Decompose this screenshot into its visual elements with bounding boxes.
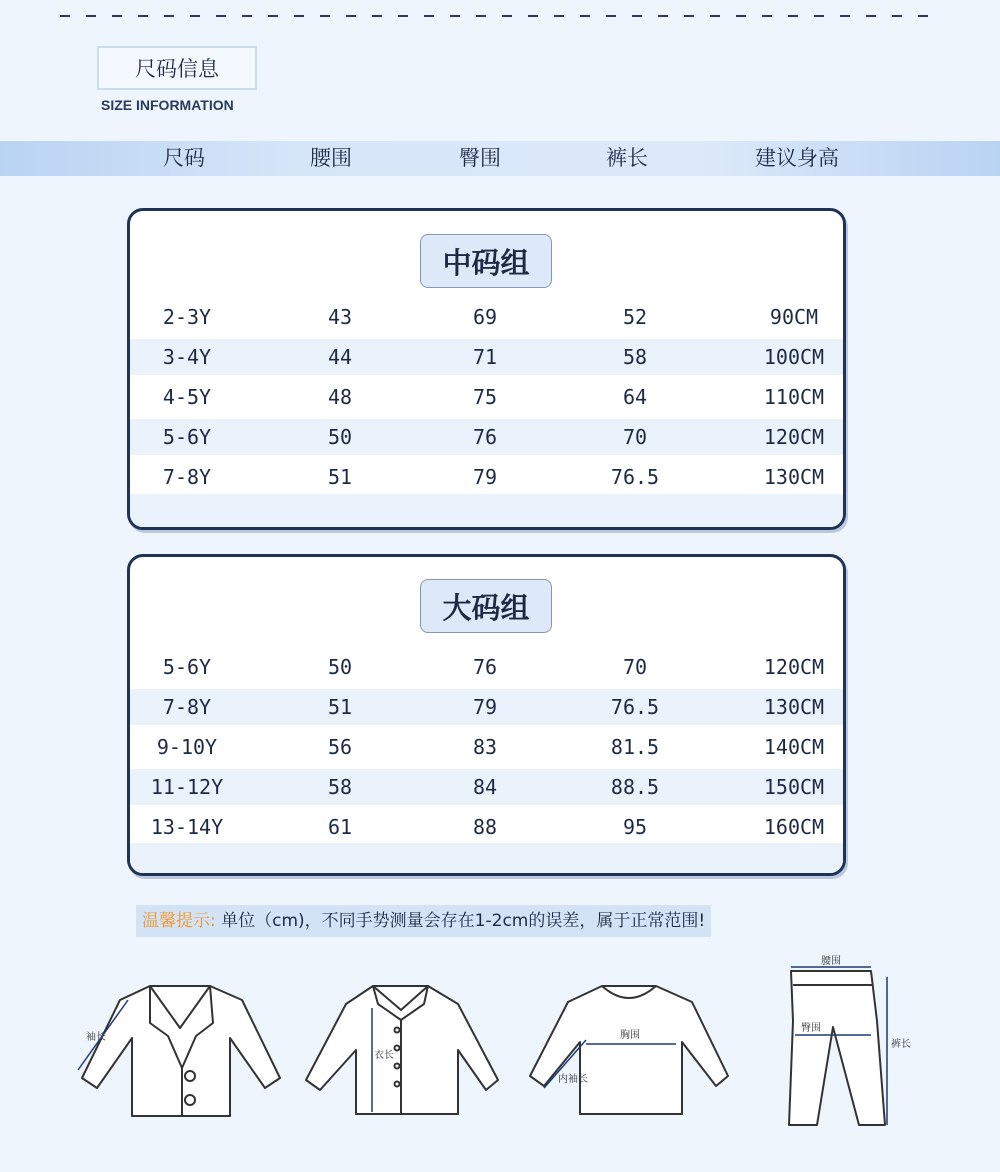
section-title-en: SIZE INFORMATION (101, 97, 234, 113)
cell-waist: 44 (327, 345, 353, 369)
panel-footer-strip (130, 843, 843, 876)
cell-pants-length: 52 (622, 305, 648, 329)
cell-hip: 76 (472, 425, 498, 449)
column-header-waist: 腰围 (310, 146, 352, 170)
section-title-cn: 尺码信息 (135, 57, 219, 81)
cell-hip: 79 (472, 465, 498, 489)
section-title (97, 46, 257, 90)
shirt-length-label: 衣长 (374, 1050, 394, 1061)
cell-height: 130CM (763, 465, 825, 489)
cell-hip: 75 (472, 385, 498, 409)
table-row (130, 459, 843, 495)
cell-waist: 51 (327, 695, 353, 719)
panel-footer-strip (130, 494, 843, 530)
cell-waist: 50 (327, 425, 353, 449)
cell-pants-length: 70 (622, 655, 648, 679)
cell-height: 100CM (763, 345, 825, 369)
cell-waist: 50 (327, 655, 353, 679)
size-panel-large (127, 554, 846, 876)
table-row (130, 649, 843, 685)
group-tag-large (420, 579, 552, 633)
cell-pants-length: 95 (622, 815, 648, 839)
cell-hip: 88 (472, 815, 498, 839)
cell-height: 110CM (763, 385, 825, 409)
cell-size: 5-6Y (162, 655, 212, 679)
column-header-size: 尺码 (163, 146, 205, 170)
cell-height: 120CM (763, 425, 825, 449)
cell-hip: 71 (472, 345, 498, 369)
tip-label: 温馨提示: (142, 911, 216, 931)
cell-waist: 43 (327, 305, 353, 329)
cell-hip: 69 (472, 305, 498, 329)
jacket-diagram (70, 978, 290, 1123)
column-header-pants-length: 裤长 (606, 146, 648, 170)
shirt-diagram (298, 980, 508, 1120)
cell-height: 150CM (763, 775, 825, 799)
size-panel-medium (127, 208, 846, 530)
cell-pants-length: 64 (622, 385, 648, 409)
sweater-diagram (524, 980, 734, 1120)
cell-waist: 51 (327, 465, 353, 489)
table-row (130, 299, 843, 335)
sweater-chest-label: 胸围 (620, 1030, 640, 1041)
cell-height: 120CM (763, 655, 825, 679)
column-header-suggested-height: 建议身高 (755, 146, 839, 170)
group-tag-medium (420, 234, 552, 288)
column-header-band (0, 141, 1000, 176)
table-row (130, 419, 843, 455)
cell-height: 160CM (763, 815, 825, 839)
cell-hip: 84 (472, 775, 498, 799)
cell-hip: 83 (472, 735, 498, 759)
cell-size: 4-5Y (162, 385, 212, 409)
cell-hip: 76 (472, 655, 498, 679)
cell-height: 140CM (763, 735, 825, 759)
cell-waist: 58 (327, 775, 353, 799)
pants-waist-label: 腰围 (821, 956, 841, 967)
cell-size: 7-8Y (162, 465, 212, 489)
group-name-medium: 中码组 (442, 245, 530, 280)
cell-pants-length: 76.5 (610, 695, 660, 719)
table-row (130, 809, 843, 845)
cell-size: 7-8Y (162, 695, 212, 719)
top-dashed-divider (60, 15, 940, 17)
cell-pants-length: 81.5 (610, 735, 660, 759)
table-row (130, 729, 843, 765)
column-header-hip: 臀围 (459, 146, 501, 170)
cell-height: 130CM (763, 695, 825, 719)
cell-pants-length: 70 (622, 425, 648, 449)
cell-waist: 61 (327, 815, 353, 839)
tip-text: 单位（cm)，不同手势测量会存在1-2cm的误差，属于正常范围! (221, 911, 706, 931)
pants-length-label: 裤长 (891, 1039, 911, 1050)
measurement-tip (136, 905, 711, 937)
cell-size: 5-6Y (162, 425, 212, 449)
sweater-inner-sleeve-label: 内袖长 (558, 1074, 588, 1085)
cell-size: 11-12Y (150, 775, 224, 799)
cell-pants-length: 76.5 (610, 465, 660, 489)
cell-height: 90CM (769, 305, 819, 329)
cell-pants-length: 58 (622, 345, 648, 369)
cell-size: 2-3Y (162, 305, 212, 329)
table-row (130, 689, 843, 725)
pants-hip-label: 臀围 (801, 1023, 821, 1034)
table-row (130, 339, 843, 375)
cell-pants-length: 88.5 (610, 775, 660, 799)
cell-hip: 79 (472, 695, 498, 719)
table-row (130, 769, 843, 805)
jacket-sleeve-label: 袖长 (86, 1032, 106, 1043)
pants-diagram (783, 955, 923, 1135)
table-row (130, 379, 843, 415)
cell-size: 3-4Y (162, 345, 212, 369)
group-name-large: 大码组 (442, 590, 530, 625)
cell-waist: 56 (327, 735, 353, 759)
cell-size: 13-14Y (150, 815, 224, 839)
cell-waist: 48 (327, 385, 353, 409)
cell-size: 9-10Y (156, 735, 218, 759)
